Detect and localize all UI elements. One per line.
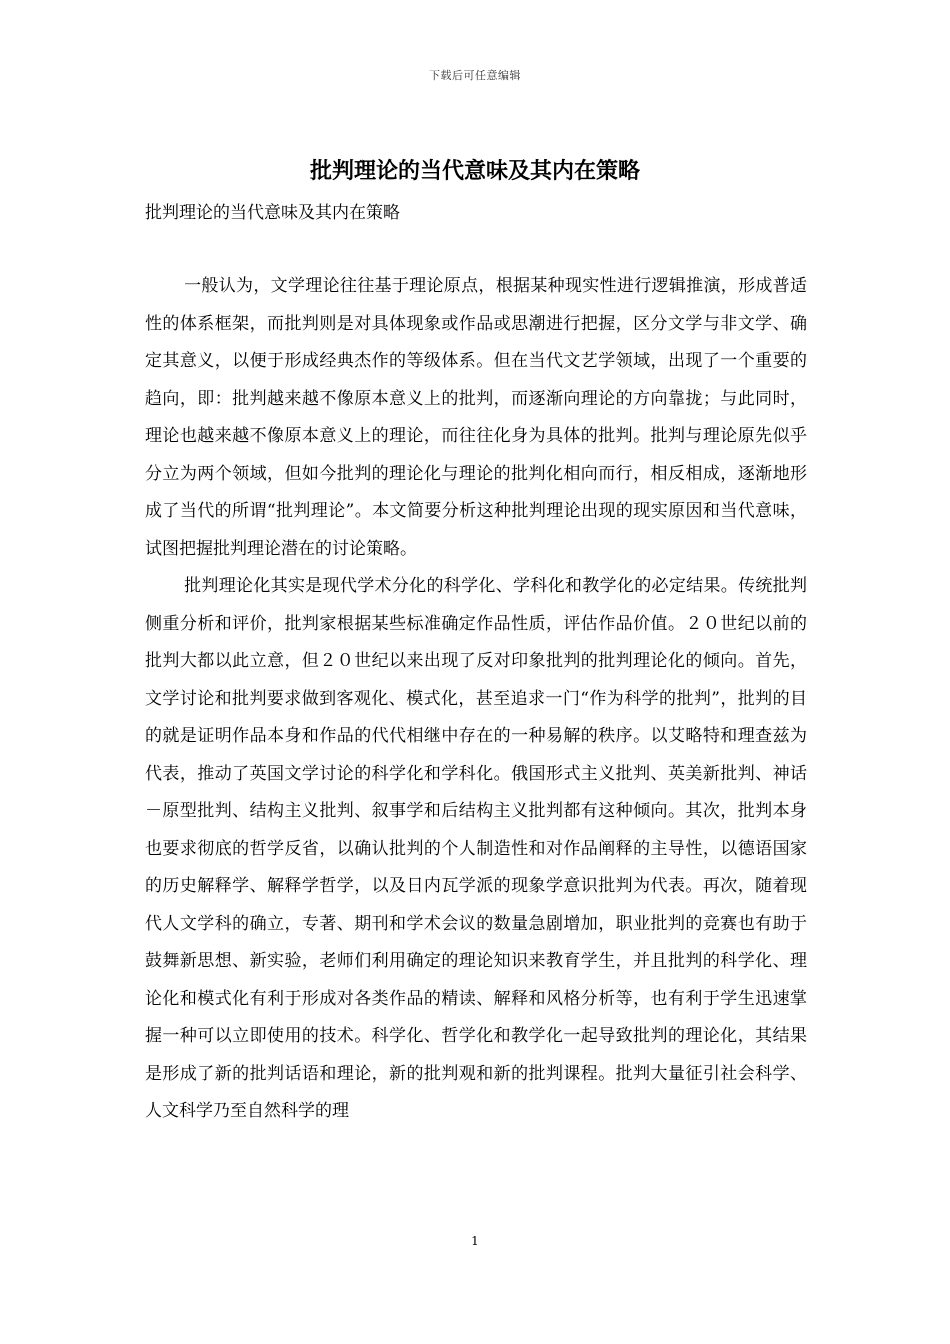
document-title: 批判理论的当代意味及其内在策略 [309, 158, 640, 184]
header-note: 下载后可任意编辑 [429, 69, 521, 82]
document-body [145, 268, 807, 1131]
document-subtitle: 批判理论的当代意味及其内在策略 [145, 203, 400, 223]
page-number: 1 [471, 1234, 479, 1248]
paragraph-2: 批判理论化其实是现代学术分化的科学化、学科化和教学化的必定结果。传统批判侧重分析和评价，批判家根据某些标准确定作品性质，评估作品价值。２０世纪以前的批判大都以此立意，但２０世纪以来出现了反对印象批判的批判理论化的倾向。首先，文学讨论和批判要求做到客观化、模式化，甚至追求一门“作为科学的批判”，批判的目的就是证明作品本身和作品的代代相继中存在的一种易解的秩序。以艾略特和理查兹为代表，推动了英国文学讨论的科学化和学科化。俄国形式主义批判、英美新批判、神话－原型批判、结构主义批判、叙事学和后结构主义批判都有这种倾向。其次，批判本身也要求彻底的哲学反省，以确认批判的个人制造性和对作品阐释的主导性，以德语国家的历史解释学、解释学哲学，以及日内瓦学派的现象学意识批判为代表。再次，随着现代人文学科的确立，专著、期刊和学术会议的数量急剧增加，职业批判的竞赛也有助于鼓舞新思想、新实验，老师们利用确定的理论知识来教育学生，并且批判的科学化、理论化和模式化有利于形成对各类作品的精读、解释和风格分析等，也有利于学生迅速掌握一种可以立即使用的技术。科学化、哲学化和教学化一起导致批判的理论化，其结果是形成了新的批判话语和理论，新的批判观和新的批判课程。批判大量征引社会科学、人文科学乃至自然科学的理 [145, 576, 807, 1121]
paragraph-1: 一般认为，文学理论往往基于理论原点，根据某种现实性进行逻辑推演，形成普适性的体系框架，而批判则是对具体现象或作品或思潮进行把握，区分文学与非文学、确定其意义，以便于形成经典杰作的等级体系。但在当代文艺学领域，出现了一个重要的趋向，即：批判越来越不像原本意义上的批判，而逐渐向理论的方向靠拢；与此同时，理论也越来越不像原本意义上的理论，而往往化身为具体的批判。批判与理论原先似乎分立为两个领域，但如今批判的理论化与理论的批判化相向而行，相反相成，逐渐地形成了当代的所谓“批判理论”。本文简要分析这种批判理论出现的现实原因和当代意味，试图把握批判理论潜在的讨论策略。 [145, 276, 807, 559]
